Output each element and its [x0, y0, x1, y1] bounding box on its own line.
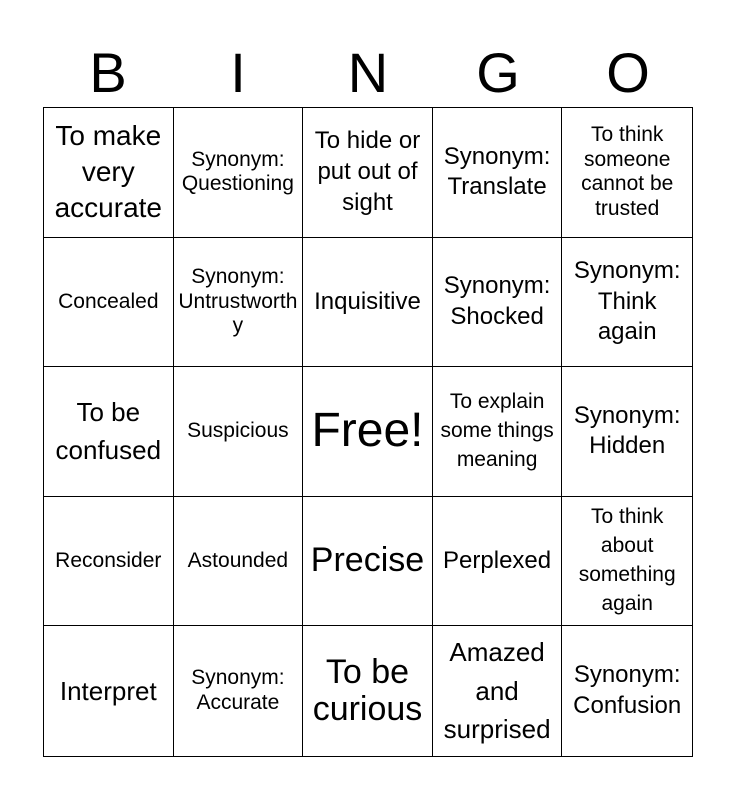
bingo-cell[interactable]	[562, 497, 692, 627]
header-letter-b: B	[89, 41, 127, 104]
cell-text: Reconsider	[55, 548, 162, 572]
bingo-cell[interactable]	[303, 497, 433, 627]
cell-text: To be confused	[55, 397, 162, 466]
bingo-cell[interactable]	[433, 626, 563, 756]
cell-text: Amazed and surprised	[443, 637, 551, 745]
cell-text: Synonym: Hidden	[573, 401, 681, 460]
cell-text: To think about something again	[578, 505, 676, 616]
bingo-cell[interactable]	[562, 108, 692, 238]
free-space-text: Free!	[311, 404, 424, 458]
cell-text: Concealed	[58, 289, 159, 313]
bingo-cell[interactable]	[562, 238, 692, 368]
header-letter-n: N	[347, 41, 389, 104]
cell-text: Perplexed	[443, 546, 552, 574]
bingo-header	[43, 40, 693, 106]
cell-text: Synonym: Shocked	[443, 272, 551, 330]
bingo-cell[interactable]	[174, 238, 304, 368]
free-space-cell[interactable]	[303, 367, 433, 497]
bingo-cell[interactable]	[174, 367, 304, 497]
cell-text: To make very accurate	[54, 119, 162, 224]
bingo-cell[interactable]	[433, 238, 563, 368]
cell-text: Synonym: Accurate	[191, 666, 285, 715]
bingo-cell[interactable]	[433, 497, 563, 627]
bingo-cell[interactable]	[562, 367, 692, 497]
cell-text: Synonym: Translate	[443, 142, 551, 201]
bingo-cell[interactable]	[303, 626, 433, 756]
cell-text: Synonym: Think again	[573, 256, 681, 346]
cell-text: Synonym: Questioning	[181, 147, 294, 196]
header-letter-g: G	[476, 41, 520, 104]
cell-text: Astounded	[187, 548, 289, 572]
cell-text: Synonym: Confusion	[573, 661, 682, 720]
bingo-cell[interactable]	[562, 626, 692, 756]
cell-text: To think someone cannot be trusted	[581, 122, 674, 221]
bingo-cell[interactable]	[303, 108, 433, 238]
bingo-cell[interactable]	[174, 108, 304, 238]
bingo-board	[43, 107, 693, 757]
cell-text: To explain some things meaning	[440, 390, 554, 471]
bingo-cell[interactable]	[44, 626, 174, 756]
cell-text: To be curious	[312, 652, 423, 729]
header-letter-i: I	[230, 41, 246, 104]
bingo-cell[interactable]	[44, 367, 174, 497]
bingo-cell[interactable]	[433, 108, 563, 238]
cell-text: Inquisitive	[314, 287, 421, 315]
header-letter-o: O	[606, 41, 650, 104]
cell-text: Synonym: Untrustworthy	[178, 264, 298, 338]
bingo-cell[interactable]	[44, 238, 174, 368]
cell-text: Interpret	[59, 675, 157, 706]
bingo-cell[interactable]	[174, 497, 304, 627]
bingo-cell[interactable]	[44, 108, 174, 238]
bingo-cell[interactable]	[303, 238, 433, 368]
cell-text: To hide or put out of sight	[314, 127, 421, 216]
bingo-cell[interactable]	[433, 367, 563, 497]
cell-text: Precise	[310, 541, 425, 580]
bingo-cell[interactable]	[44, 497, 174, 627]
cell-text: Suspicious	[187, 419, 289, 443]
bingo-cell[interactable]	[174, 626, 304, 756]
